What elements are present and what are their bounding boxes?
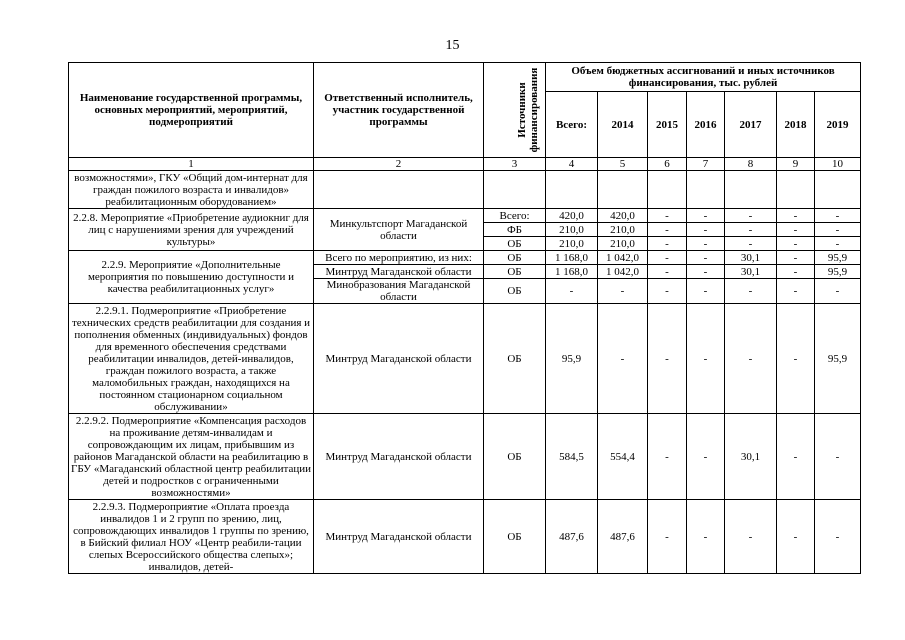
cell-2016: - bbox=[687, 279, 725, 304]
col-num: 3 bbox=[484, 158, 546, 171]
cell-2016: - bbox=[687, 265, 725, 279]
cell-2018: - bbox=[777, 251, 815, 265]
column-numbers-row bbox=[69, 158, 861, 171]
cell-executor: Всего по мероприятию, из них: bbox=[314, 251, 484, 265]
row-name-2-2-8: 2.2.8. Мероприятие «Приобретение аудиокниг для лиц с нарушениями зрения для учреждений культуры» bbox=[69, 209, 314, 251]
table-row bbox=[69, 209, 861, 223]
cell-2017: - bbox=[725, 223, 777, 237]
cell-2019: - bbox=[815, 414, 861, 500]
cell-total: 95,9 bbox=[546, 304, 598, 414]
row-name-2-2-9-2: 2.2.9.2. Подмероприятие «Компенсация расходов на проживание детям-инвалидам и сопровождающим их лицам, прибывшим из районов Магаданской области на реабилитацию в ГБУ «Магаданский областной центр реабилитации детей и подростков с ограниченными возможностями» bbox=[69, 414, 314, 500]
col-num: 7 bbox=[687, 158, 725, 171]
cell-2019: - bbox=[815, 279, 861, 304]
cell-2014: 210,0 bbox=[598, 223, 648, 237]
cell-2014: 420,0 bbox=[598, 209, 648, 223]
cell-2019: - bbox=[815, 209, 861, 223]
cell-source: ОБ bbox=[484, 304, 546, 414]
table-row bbox=[69, 304, 861, 414]
cell-source: ОБ bbox=[484, 237, 546, 251]
cell-2018: - bbox=[777, 209, 815, 223]
cell-2015: - bbox=[648, 279, 687, 304]
header-source-text: Источники финансирования bbox=[516, 67, 540, 153]
header-executor: Ответственный исполнитель, участник государственной программы bbox=[314, 63, 484, 158]
table-row bbox=[69, 500, 861, 574]
cell-2014: - bbox=[598, 304, 648, 414]
header-volume: Объем бюджетных ассигнований и иных источников финансирования, тыс. рублей bbox=[546, 63, 861, 92]
cell-total: - bbox=[546, 279, 598, 304]
cell-2015: - bbox=[648, 414, 687, 500]
cell-2015: - bbox=[648, 223, 687, 237]
page-number: 15 bbox=[445, 38, 460, 53]
cell-2017: - bbox=[725, 279, 777, 304]
cell-total: 1 168,0 bbox=[546, 265, 598, 279]
header-year-2017: 2017 bbox=[725, 92, 777, 158]
cell-2016: - bbox=[687, 223, 725, 237]
cell-2014: 487,6 bbox=[598, 500, 648, 574]
cell-2014: 554,4 bbox=[598, 414, 648, 500]
cell-2018: - bbox=[777, 237, 815, 251]
cell-2019: - bbox=[815, 500, 861, 574]
cell-2018: - bbox=[777, 223, 815, 237]
cell-total: 210,0 bbox=[546, 223, 598, 237]
cell-2018: - bbox=[777, 265, 815, 279]
cell-2014: 1 042,0 bbox=[598, 251, 648, 265]
cell-2014: 1 042,0 bbox=[598, 265, 648, 279]
cell-executor: Минтруд Магаданской области bbox=[314, 265, 484, 279]
header-total: Всего: bbox=[546, 92, 598, 158]
col-num: 2 bbox=[314, 158, 484, 171]
col-num: 5 bbox=[598, 158, 648, 171]
cell-2018: - bbox=[777, 279, 815, 304]
header-name: Наименование государственной программы, основных мероприятий, мероприятий, подмероприятий bbox=[69, 63, 314, 158]
cell-source: ОБ bbox=[484, 279, 546, 304]
cell-2018: - bbox=[777, 500, 815, 574]
row-name-2-2-9-3: 2.2.9.3. Подмероприятие «Оплата проезда инвалидов 1 и 2 групп по зрению, лиц, сопровождающих инвалидов 1 группы по зрению, в Бийский филиал НОУ «Центр реабили-тации слепых Всероссийского общества слепых»; инвалидов, детей- bbox=[69, 500, 314, 574]
cell-source: ОБ bbox=[484, 500, 546, 574]
budget-table bbox=[68, 62, 861, 574]
header-row-top bbox=[69, 63, 861, 92]
col-num: 1 bbox=[69, 158, 314, 171]
row-exec-2-2-8: Минкультспорт Магаданской области bbox=[314, 209, 484, 251]
cell-2017: - bbox=[725, 304, 777, 414]
cell-2018: - bbox=[777, 414, 815, 500]
cell-2019: 95,9 bbox=[815, 304, 861, 414]
cell-2017: 30,1 bbox=[725, 251, 777, 265]
cell-2019: - bbox=[815, 237, 861, 251]
col-num: 8 bbox=[725, 158, 777, 171]
cell-source: ОБ bbox=[484, 265, 546, 279]
cell-total: 1 168,0 bbox=[546, 251, 598, 265]
cell-2016: - bbox=[687, 304, 725, 414]
cell-2018: - bbox=[777, 304, 815, 414]
cell-source: Всего: bbox=[484, 209, 546, 223]
cell-2019: 95,9 bbox=[815, 251, 861, 265]
table-row bbox=[69, 414, 861, 500]
cell-2017: - bbox=[725, 500, 777, 574]
cell-2017: - bbox=[725, 237, 777, 251]
cell-total: 487,6 bbox=[546, 500, 598, 574]
cell-executor: Минтруд Магаданской области bbox=[314, 500, 484, 574]
cell-2016: - bbox=[687, 251, 725, 265]
cell-source: ОБ bbox=[484, 414, 546, 500]
col-num: 9 bbox=[777, 158, 815, 171]
header-source bbox=[484, 63, 546, 158]
col-num: 6 bbox=[648, 158, 687, 171]
cell-total: 420,0 bbox=[546, 209, 598, 223]
cell-2015: - bbox=[648, 500, 687, 574]
cell-2019: - bbox=[815, 223, 861, 237]
cell-source: ФБ bbox=[484, 223, 546, 237]
cell-executor: Минтруд Магаданской области bbox=[314, 304, 484, 414]
cell-2019: 95,9 bbox=[815, 265, 861, 279]
cell-2015: - bbox=[648, 251, 687, 265]
cell-2015: - bbox=[648, 304, 687, 414]
cell-source: ОБ bbox=[484, 251, 546, 265]
cell-executor: Минобразования Магаданской области bbox=[314, 279, 484, 304]
header-year-2018: 2018 bbox=[777, 92, 815, 158]
table-row bbox=[69, 251, 861, 265]
cell-2014: - bbox=[598, 279, 648, 304]
cell-2015: - bbox=[648, 209, 687, 223]
header-year-2014: 2014 bbox=[598, 92, 648, 158]
cell-2017: - bbox=[725, 209, 777, 223]
cell-2017: 30,1 bbox=[725, 265, 777, 279]
cell-total: 584,5 bbox=[546, 414, 598, 500]
row-name-continued: возможностями», ГКУ «Общий дом-интернат для граждан пожилого возраста и инвалидов» реабилитационным оборудованием» bbox=[69, 171, 314, 209]
cell-2015: - bbox=[648, 265, 687, 279]
header-year-2019: 2019 bbox=[815, 92, 861, 158]
cell-2017: 30,1 bbox=[725, 414, 777, 500]
table-row bbox=[69, 171, 861, 209]
col-num: 10 bbox=[815, 158, 861, 171]
cell-2016: - bbox=[687, 237, 725, 251]
cell-executor: Минтруд Магаданской области bbox=[314, 414, 484, 500]
cell-2015: - bbox=[648, 237, 687, 251]
cell-2016: - bbox=[687, 414, 725, 500]
header-year-2016: 2016 bbox=[687, 92, 725, 158]
cell-2016: - bbox=[687, 209, 725, 223]
row-name-2-2-9: 2.2.9. Мероприятие «Дополнительные мероприятия по повышению доступности и качества реабилитационных услуг» bbox=[69, 251, 314, 304]
header-year-2015: 2015 bbox=[648, 92, 687, 158]
row-name-2-2-9-1: 2.2.9.1. Подмероприятие «Приобретение технических средств реабилитации для создания и пополнения обменных (индивидуальных) фондов для временного обеспечения средствами реабилитации инвалидов, детей-инвалидов, граждан пожилого возраста, а также маломобильных граждан, находящихся на постоянном стационарном социальном обслуживании» bbox=[69, 304, 314, 414]
cell-2014: 210,0 bbox=[598, 237, 648, 251]
cell-2016: - bbox=[687, 500, 725, 574]
col-num: 4 bbox=[546, 158, 598, 171]
cell-total: 210,0 bbox=[546, 237, 598, 251]
